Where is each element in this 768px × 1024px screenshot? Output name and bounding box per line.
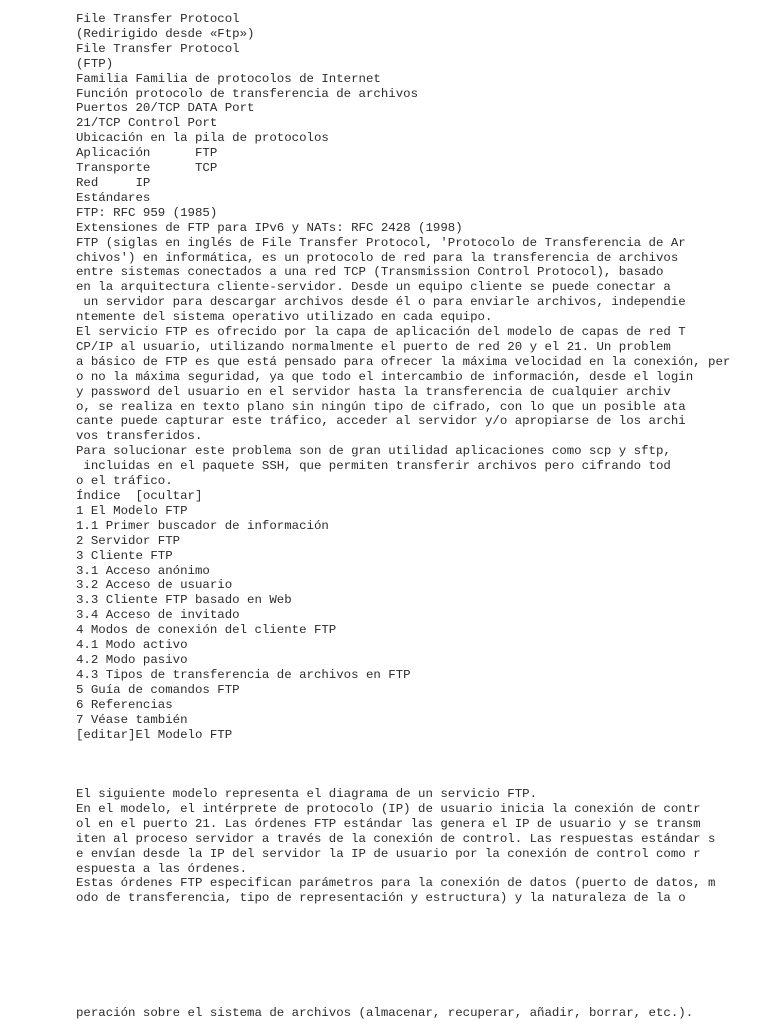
text-line: odo de transferencia, tipo de representación y estructura) y la naturaleza de la o (76, 891, 686, 906)
text-line: en la arquitectura cliente-servidor. Desde un equipo cliente se puede conectar a (76, 280, 671, 295)
text-line: FTP (siglas en inglés de File Transfer Protocol, 'Protocolo de Transferencia de Ar (76, 235, 686, 250)
text-line: Extensiones de FTP para IPv6 y NATs: RFC 2428 (1998) (76, 220, 463, 235)
text-line: vos transferidos. (76, 429, 203, 444)
text-line: (Redirigido desde «Ftp») (76, 26, 255, 41)
text-line: (FTP) (76, 56, 114, 71)
text-line: 21/TCP Control Port (76, 116, 218, 131)
text-line: Ubicación en la pila de protocolos (76, 131, 329, 146)
text-line: Puertos 20/TCP DATA Port (76, 101, 255, 116)
text-line: cante puede capturar este tráfico, acceder al servidor y/o apropiarse de los archi (76, 414, 686, 429)
text-line: Estándares (76, 190, 151, 205)
text-line: 4.2 Modo pasivo (76, 652, 188, 667)
text-line: 1.1 Primer buscador de información (76, 518, 329, 533)
text-line: ol en el puerto 21. Las órdenes FTP estándar las genera el IP de usuario y se transm (76, 816, 701, 831)
text-line: En el modelo, el intérprete de protocolo (IP) de usuario inicia la conexión de contr (76, 801, 701, 816)
text-line: y password del usuario en el servidor hasta la transferencia de cualquier archiv (76, 384, 671, 399)
text-line: espuesta a las órdenes. (76, 861, 248, 876)
text-line: FTP: RFC 959 (1985) (76, 205, 218, 220)
model-text-block (76, 787, 715, 906)
text-line: 6 Referencias (76, 697, 173, 712)
text-line: File Transfer Protocol (76, 41, 240, 56)
text-line: 3 Cliente FTP (76, 548, 173, 563)
text-line: El siguiente modelo representa el diagrama de un servicio FTP. (76, 787, 538, 801)
text-line: ntemente del sistema operativo utilizado en cada equipo. (76, 310, 493, 325)
text-line: Estas órdenes FTP especifican parámetros para la conexión de datos (puerto de datos, m (76, 876, 716, 891)
text-line: [editar]El Modelo FTP (76, 727, 233, 742)
text-line: peración sobre el sistema de archivos (almacenar, recuperar, añadir, borrar, etc.). (76, 1006, 694, 1020)
tail-text-block (76, 1006, 693, 1021)
text-line: o el tráfico. (76, 474, 173, 489)
text-line: File Transfer Protocol (76, 12, 240, 26)
text-line: Para solucionar este problema son de gran utilidad aplicaciones como scp y sftp, (76, 444, 671, 459)
text-line: incluidas en el paquete SSH, que permiten transferir archivos pero cifrando tod (76, 459, 671, 474)
text-line: un servidor para descargar archivos desde él o para enviarle archivos, independie (76, 295, 686, 310)
text-line: 3.1 Acceso anónimo (76, 563, 210, 578)
text-line: 7 Véase también (76, 712, 188, 727)
text-line: Función protocolo de transferencia de archivos (76, 86, 419, 101)
main-text-block (76, 12, 730, 742)
text-line: o no la máxima seguridad, ya que todo el intercambio de información, desde el login (76, 369, 694, 384)
text-line: Aplicación FTP (76, 146, 218, 161)
text-line: chivos') en informática, es un protocolo de red para la transferencia de archivos (76, 250, 679, 265)
text-line: 3.4 Acceso de invitado (76, 608, 240, 623)
text-line: entre sistemas conectados a una red TCP (Transmission Control Protocol), basado (76, 265, 664, 280)
text-line: iten al proceso servidor a través de la conexión de control. Las respuestas estándar s (76, 831, 716, 846)
text-line: 5 Guía de comandos FTP (76, 682, 240, 697)
text-line: 4.3 Tipos de transferencia de archivos en FTP (76, 667, 411, 682)
text-line: 3.3 Cliente FTP basado en Web (76, 593, 292, 608)
text-line: e envían desde la IP del servidor la IP de usuario por la conexión de control como r (76, 846, 701, 861)
text-line: Red IP (76, 175, 151, 190)
text-line: CP/IP al usuario, utilizando normalmente el puerto de red 20 y el 21. Un problem (76, 339, 671, 354)
text-line: Índice [ocultar] (76, 489, 203, 503)
text-line: 4.1 Modo activo (76, 638, 188, 653)
text-line: El servicio FTP es ofrecido por la capa de aplicación del modelo de capas de red T (76, 325, 686, 340)
text-line: Transporte TCP (76, 161, 218, 176)
text-line: 3.2 Acceso de usuario (76, 578, 233, 593)
text-line: 1 El Modelo FTP (76, 503, 188, 518)
text-line: Familia Familia de protocolos de Internet (76, 71, 381, 86)
text-line: 4 Modos de conexión del cliente FTP (76, 623, 337, 638)
text-line: o, se realiza en texto plano sin ningún tipo de cifrado, con lo que un posible ata (76, 399, 686, 414)
text-line: a básico de FTP es que está pensado para ofrecer la máxima velocidad en la conexión, per (76, 354, 731, 369)
text-line: 2 Servidor FTP (76, 533, 181, 548)
